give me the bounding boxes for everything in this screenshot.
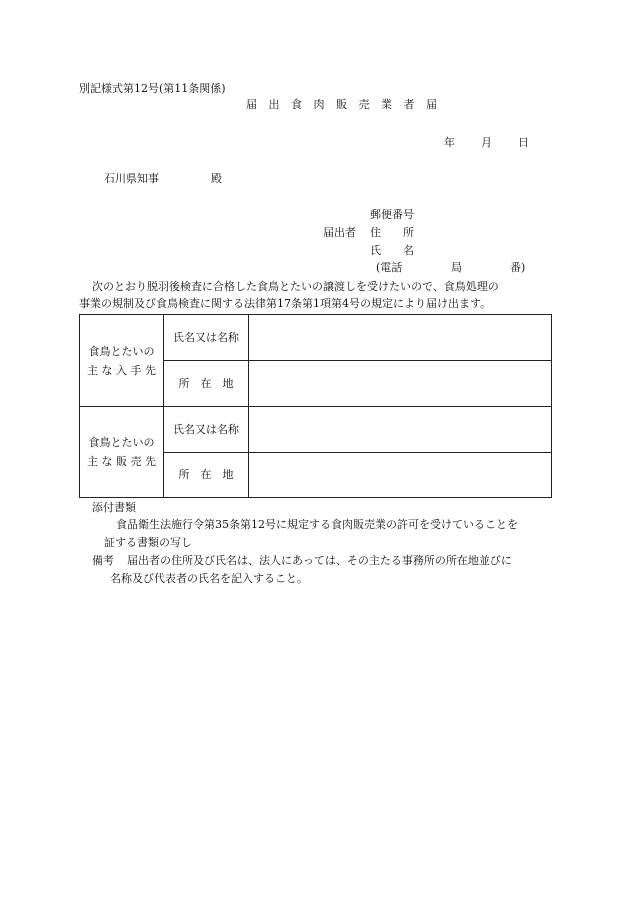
source-location-field[interactable] <box>249 361 552 407</box>
remarks-line-2: 名称及び代表者の氏名を記入すること。 <box>110 572 308 585</box>
attachments-line-2: 証する書類の写し <box>104 536 192 549</box>
address-label: 住 所 <box>370 226 414 239</box>
intro-line-2: 事業の規制及び食鳥検査に関する法律第17条第1項第4号の規定により届け出ます。 <box>79 297 492 310</box>
sales-location-field-label: 所 在 地 <box>164 453 249 498</box>
sales-label-line-2: 主 な 販 売 先 <box>87 455 156 468</box>
supplier-buyer-table <box>79 314 552 498</box>
source-name-field[interactable] <box>249 315 552 361</box>
attachments-line-1: 食品衛生法施行令第35条第12号に規定する食肉販売業の許可を受けていることを <box>116 518 518 531</box>
postal-code-label: 郵便番号 <box>370 208 414 221</box>
addressee-name: 石川県知事 <box>104 172 159 185</box>
form-number: 別記様式第12号(第11条関係) <box>79 82 226 95</box>
phone-ban-label: 番) <box>510 261 526 274</box>
form-title: 届 出 食 肉 販 売 業 者 届 <box>246 98 441 111</box>
intro-line-1: 次のとおり脱羽後検査に合格した食鳥とたいの譲渡しを受けたいので、食鳥処理の <box>92 280 499 293</box>
name-label: 氏 名 <box>370 244 414 257</box>
addressee-honorific: 殿 <box>211 172 222 185</box>
phone-kyoku-label: 局 <box>451 261 462 274</box>
source-label-line-2: 主 な 入 手 先 <box>87 363 156 377</box>
date-year-label: 年 <box>444 136 455 149</box>
sales-location-field[interactable] <box>249 453 552 498</box>
source-name-field-label: 氏名又は名称 <box>164 315 249 361</box>
sales-name-field[interactable] <box>249 407 552 453</box>
notifier-label: 届出者 <box>323 226 356 239</box>
source-row-label <box>80 315 164 407</box>
sales-name-field-label: 氏名又は名称 <box>164 407 249 453</box>
remarks-heading: 備考 <box>92 554 114 567</box>
attachments-heading: 添付書類 <box>92 501 136 514</box>
remarks-line-1: 届出者の住所及び氏名は、法人にあっては、その主たる事務所の所在地並びに <box>127 554 512 567</box>
date-day-label: 日 <box>518 136 529 149</box>
sales-row-label <box>80 407 164 498</box>
date-month-label: 月 <box>481 136 492 149</box>
phone-open-label: (電話 <box>376 261 403 274</box>
sales-label-line-1: 食鳥とたいの <box>88 436 155 449</box>
source-location-field-label: 所 在 地 <box>164 361 249 407</box>
source-label-line-1: 食鳥とたいの <box>88 344 155 358</box>
